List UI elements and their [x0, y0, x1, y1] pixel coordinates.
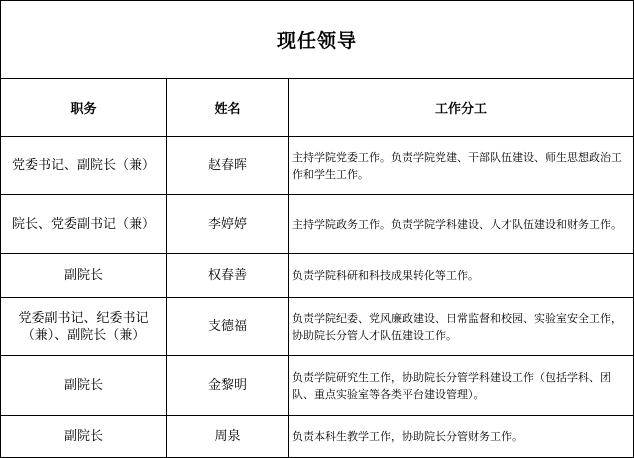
table-row: [1, 298, 634, 356]
table-row: [1, 137, 634, 195]
duty-cell: 负责本科生教学工作，协助院长分管财务工作。: [289, 416, 634, 458]
position-cell: 院长、党委副书记（兼）: [1, 195, 167, 254]
table-row: [1, 416, 634, 458]
table-row: [1, 356, 634, 416]
name-cell: 李婷婷: [167, 195, 289, 254]
position-cell: 党委书记、副院长（兼）: [1, 137, 167, 195]
header-position: 职务: [1, 79, 167, 137]
name-cell: 周泉: [167, 416, 289, 458]
header-name: 姓名: [167, 79, 289, 137]
duty-cell: 负责学院科研和科技成果转化等工作。: [289, 254, 634, 298]
name-cell: 赵春晖: [167, 137, 289, 195]
duty-cell: 负责学院纪委、党风廉政建设、日常监督和校园、实验室安全工作，协助院长分管人才队伍建设工作。: [289, 298, 634, 356]
position-cell: 副院长: [1, 416, 167, 458]
position-cell: 党委副书记、纪委书记（兼）、副院长（兼）: [1, 298, 167, 356]
name-cell: 金黎明: [167, 356, 289, 416]
name-cell: 支德福: [167, 298, 289, 356]
table-row: [1, 254, 634, 298]
position-cell: 副院长: [1, 254, 167, 298]
header-duty: 工作分工: [289, 79, 634, 137]
table-row: [1, 195, 634, 254]
duty-cell: 负责学院研究生工作，协助院长分管学科建设工作（包括学科、团队、重点实验室等各类平台建设管理）。: [289, 356, 634, 416]
duty-cell: 主持学院政务工作。负责学院学科建设、人才队伍建设和财务工作。: [289, 195, 634, 254]
name-cell: 权春善: [167, 254, 289, 298]
position-cell: 副院长: [1, 356, 167, 416]
title-row: [1, 1, 634, 79]
header-row: [1, 79, 634, 137]
duty-cell: 主持学院党委工作。负责学院党建、干部队伍建设、师生思想政治工作和学生工作。: [289, 137, 634, 195]
table-title: 现任领导: [1, 1, 634, 79]
